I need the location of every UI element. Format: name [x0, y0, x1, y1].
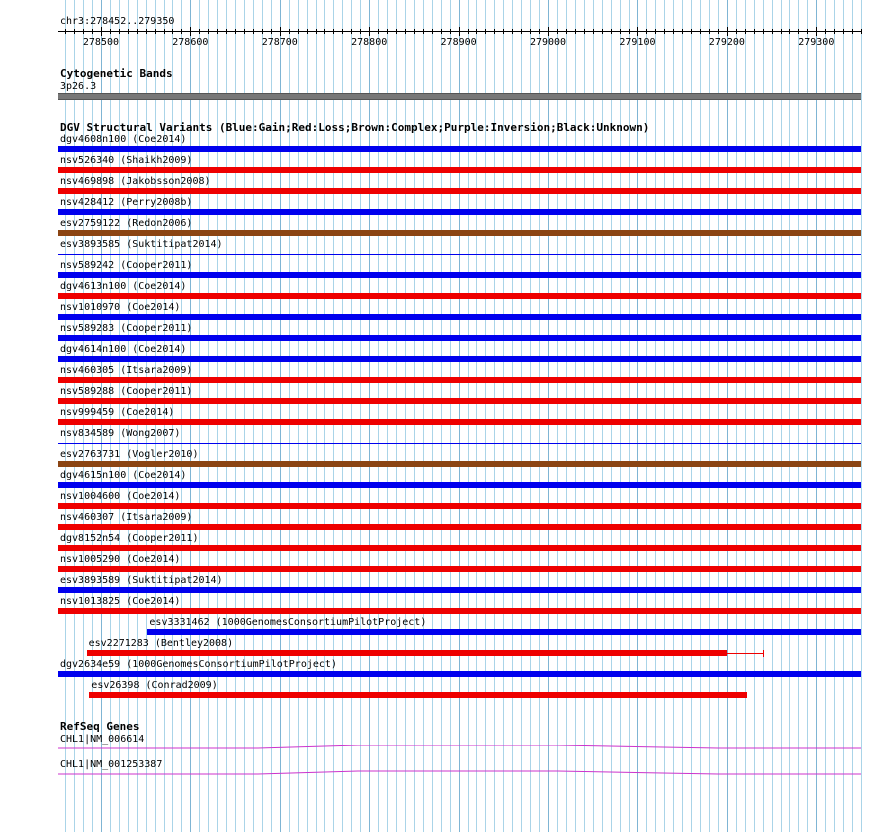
ruler-location: chr3:278452..279350 [60, 16, 175, 27]
variant-label: nsv589242 (Cooper2011) [60, 260, 193, 271]
variant-label: esv3893585 (Suktitipat2014) [60, 239, 223, 250]
gene-label: CHL1|NM_006614 [60, 734, 145, 745]
refseq-track-title: RefSeq Genes [60, 720, 140, 733]
variant-label: nsv589288 (Cooper2011) [60, 386, 193, 397]
variant-label: nsv526340 (Shaikh2009) [60, 155, 193, 166]
variant-bar[interactable] [58, 209, 861, 215]
gene-intron-line [58, 771, 861, 774]
variant-label: esv2759122 (Redon2006) [60, 218, 193, 229]
ruler-tick-label: 279000 [529, 37, 567, 48]
gene-label: CHL1|NM_001253387 [60, 759, 163, 770]
variant-label: nsv1013825 (Coe2014) [60, 596, 181, 607]
variant-bar[interactable] [58, 272, 861, 278]
variant-label: nsv1004600 (Coe2014) [60, 491, 181, 502]
variant-bar[interactable] [58, 587, 861, 593]
ruler-tick-label: 278600 [172, 37, 209, 48]
variant-bar[interactable] [58, 671, 861, 677]
variant-bar[interactable] [58, 230, 861, 236]
variant-bar[interactable] [58, 503, 861, 509]
variant-whisker [727, 653, 763, 654]
cytoband-label: 3p26.3 [60, 81, 97, 92]
variant-bar[interactable] [58, 314, 861, 320]
variant-bar[interactable] [58, 167, 861, 173]
variant-label: nsv1005290 (Coe2014) [60, 554, 181, 565]
variant-label: nsv999459 (Coe2014) [60, 407, 175, 418]
variant-label: esv3893589 (Suktitipat2014) [60, 575, 223, 586]
ruler-tick-label: 278700 [261, 37, 298, 48]
variant-label: nsv460307 (Itsara2009) [60, 512, 193, 523]
variant-bar[interactable] [58, 335, 861, 341]
variant-label: esv26398 (Conrad2009) [91, 680, 218, 691]
variant-label: dgv2634e59 (1000GenomesConsortiumPilotProject) [60, 659, 337, 670]
dgv-track-title: DGV Structural Variants (Blue:Gain;Red:Loss;Brown:Complex;Purple:Inversion;Black:Unknown) [60, 121, 650, 134]
gene-model[interactable] [58, 770, 862, 778]
variant-bar[interactable] [147, 629, 861, 635]
variant-bar[interactable] [58, 608, 861, 614]
ruler-tick-label: 279100 [619, 37, 656, 48]
variant-bar[interactable] [58, 419, 861, 425]
variant-label: nsv460305 (Itsara2009) [60, 365, 193, 376]
variant-label: esv3331462 (1000GenomesConsortiumPilotProject) [149, 617, 427, 628]
variant-bar[interactable] [58, 566, 861, 572]
cytoband-track-title: Cytogenetic Bands [60, 67, 173, 80]
variant-bar[interactable] [58, 524, 861, 530]
ruler-tick-label: 278800 [351, 37, 388, 48]
variant-label: nsv834589 (Wong2007) [60, 428, 181, 439]
variant-bar[interactable] [58, 146, 861, 152]
ruler-tick-label: 279300 [798, 37, 835, 48]
gene-model[interactable] [58, 745, 862, 753]
variant-bar[interactable] [58, 482, 861, 488]
variant-label: nsv428412 (Perry2008b) [60, 197, 193, 208]
variant-label: dgv4615n100 (Coe2014) [60, 470, 187, 481]
variant-label: dgv4614n100 (Coe2014) [60, 344, 187, 355]
variant-label: esv2271283 (Bentley2008) [88, 638, 234, 649]
variant-label: esv2763731 (Vogler2010) [60, 449, 199, 460]
variant-bar[interactable] [58, 443, 861, 444]
gene-intron-line [58, 745, 861, 748]
variant-bar[interactable] [58, 461, 861, 467]
variant-bar[interactable] [87, 650, 727, 656]
variant-label: dgv4608n100 (Coe2014) [60, 134, 187, 145]
variant-label: dgv8152n54 (Cooper2011) [60, 533, 199, 544]
variant-bar[interactable] [58, 293, 861, 299]
cytoband-bar[interactable] [58, 93, 861, 100]
variant-bar[interactable] [58, 188, 861, 194]
variant-label: nsv469898 (Jakobsson2008) [60, 176, 211, 187]
variant-label: nsv589283 (Cooper2011) [60, 323, 193, 334]
variant-bar[interactable] [58, 545, 861, 551]
ruler-axis [0, 24, 890, 48]
ruler-tick-label: 278900 [440, 37, 477, 48]
variant-bar[interactable] [58, 254, 861, 255]
variant-bar[interactable] [89, 692, 746, 698]
variant-whisker-cap [763, 650, 764, 657]
variant-bar[interactable] [58, 356, 861, 362]
ruler-tick-label: 278500 [82, 37, 119, 48]
variant-label: nsv1010970 (Coe2014) [60, 302, 181, 313]
variant-bar[interactable] [58, 377, 861, 383]
variant-label: dgv4613n100 (Coe2014) [60, 281, 187, 292]
ruler-tick-label: 279200 [708, 37, 745, 48]
variant-bar[interactable] [58, 398, 861, 404]
